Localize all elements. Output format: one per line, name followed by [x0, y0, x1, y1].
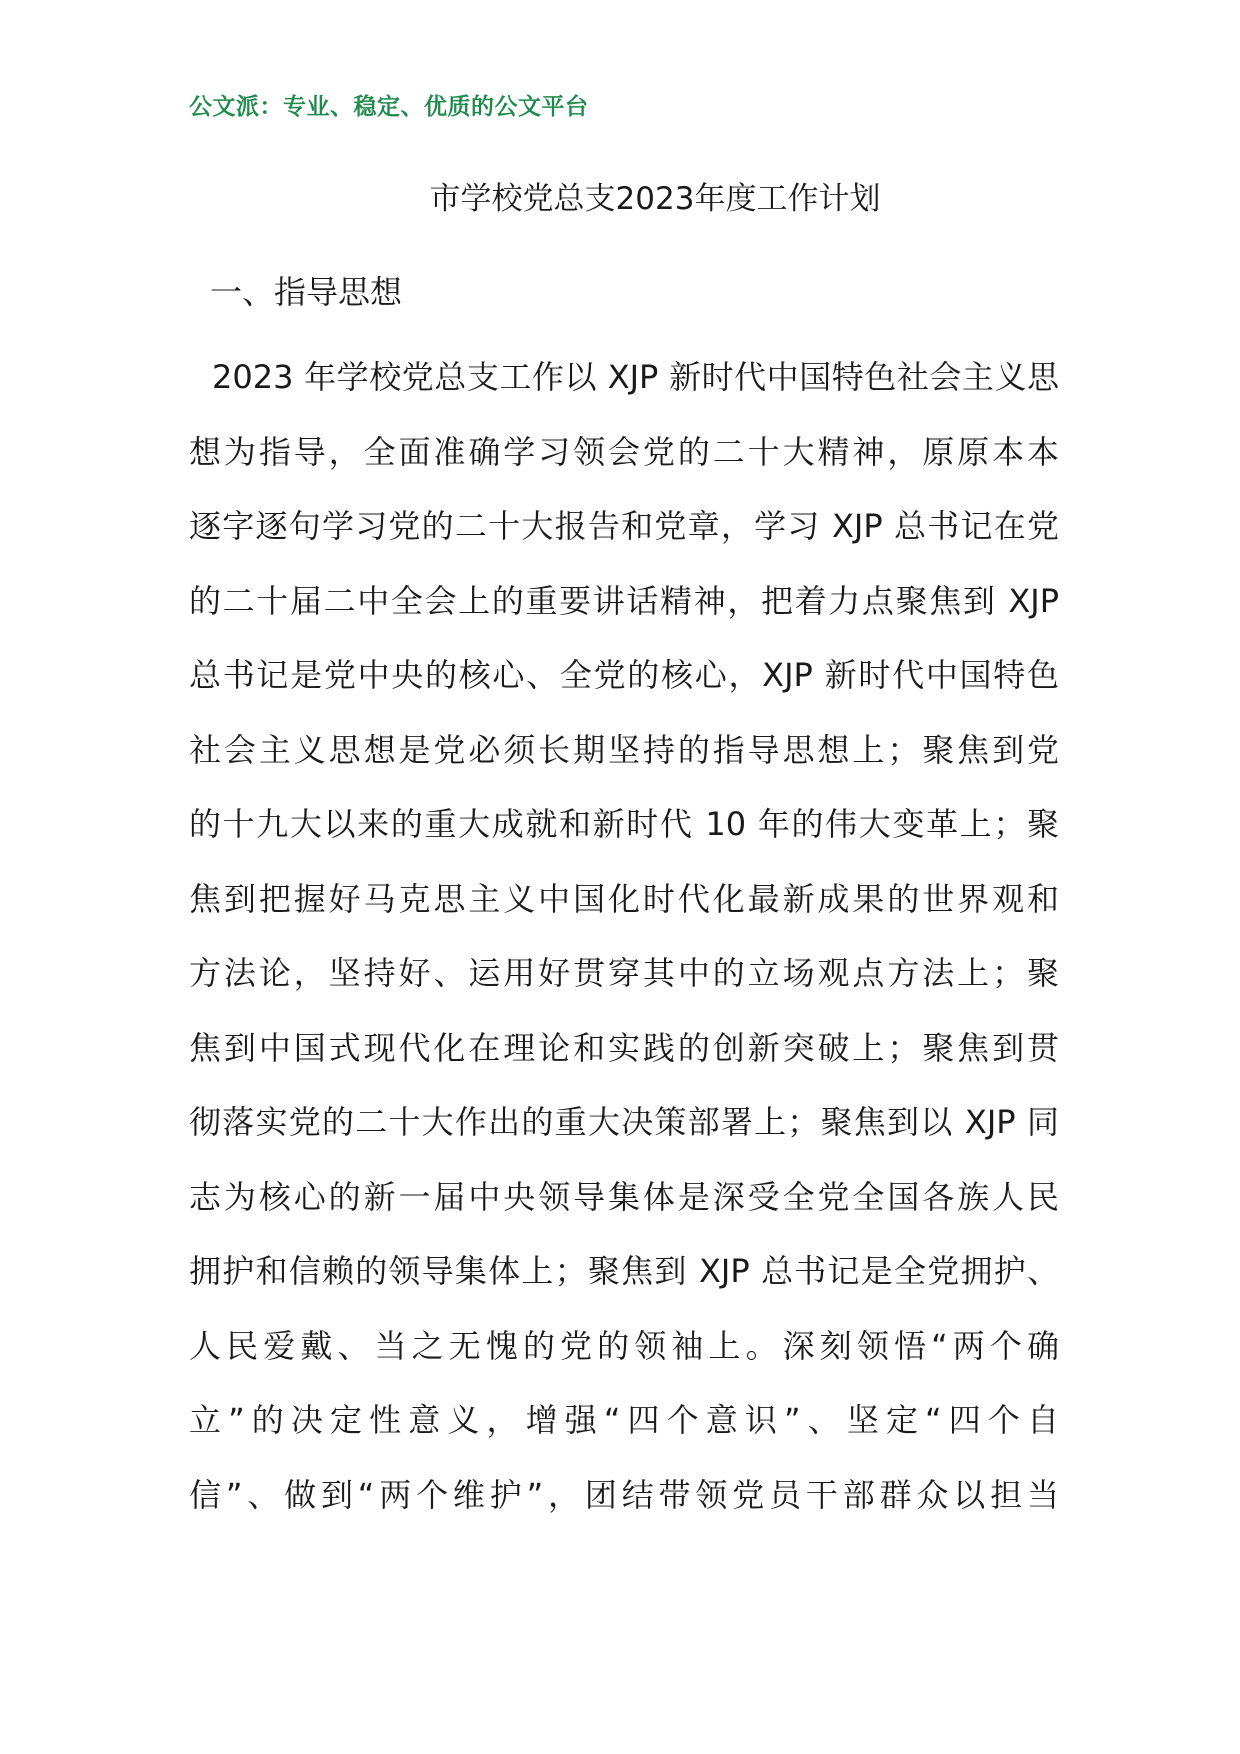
paragraph-line: 方法论，坚持好、运用好贯穿其中的立场观点方法上；聚: [189, 954, 1059, 992]
document-title: 市学校党总支2023年度工作计划: [429, 181, 881, 217]
paragraph-line: 志为核心的新一届中央领导集体是深受全党全国各族人民: [189, 1177, 1059, 1216]
paragraph-line: 想为指导，全面准确学习领会党的二十大精神，原原本本: [189, 432, 1059, 471]
paragraph-line: 总书记是党中央的核心、全党的核心，XJP 新时代中国特色: [189, 656, 1059, 694]
paragraph-line: 的二十届二中全会上的重要讲话精神，把着力点聚焦到 XJP: [189, 581, 1059, 620]
section-heading: 一、指导思想: [210, 273, 403, 311]
paragraph-line: 焦到中国式现代化在理论和实践的创新突破上；聚焦到贯: [189, 1028, 1059, 1067]
platform-watermark: 公文派：专业、稳定、优质的公文平台: [189, 94, 589, 120]
paragraph-line: 人民爱戴、当之无愧的党的领袖上。深刻领悟“两个确: [189, 1326, 1059, 1365]
paragraph-line: 的十九大以来的重大成就和新时代 10 年的伟大变革上；聚: [189, 805, 1059, 843]
paragraph-line: 2023 年学校党总支工作以 XJP 新时代中国特色社会主义思: [212, 358, 1059, 396]
paragraph-line: 立”的决定性意义，增强“四个意识”、坚定“四个自: [189, 1401, 1059, 1439]
paragraph-line: 拥护和信赖的领导集体上；聚焦到 XJP 总书记是全党拥护、: [189, 1252, 1059, 1290]
paragraph-line: 逐字逐句学习党的二十大报告和党章，学习 XJP 总书记在党: [189, 507, 1059, 545]
paragraph-line: 焦到把握好马克思主义中国化时代化最新成果的世界观和: [189, 879, 1059, 918]
paragraph-line: 社会主义思想是党必须长期坚持的指导思想上；聚焦到党: [189, 730, 1059, 769]
body-paragraph: [189, 358, 1059, 1550]
paragraph-line: 彻落实党的二十大作出的重大决策部署上；聚焦到以 XJP 同: [189, 1103, 1059, 1141]
paragraph-line: 信”、做到“两个维护”，团结带领党员干部群众以担当: [189, 1475, 1059, 1514]
